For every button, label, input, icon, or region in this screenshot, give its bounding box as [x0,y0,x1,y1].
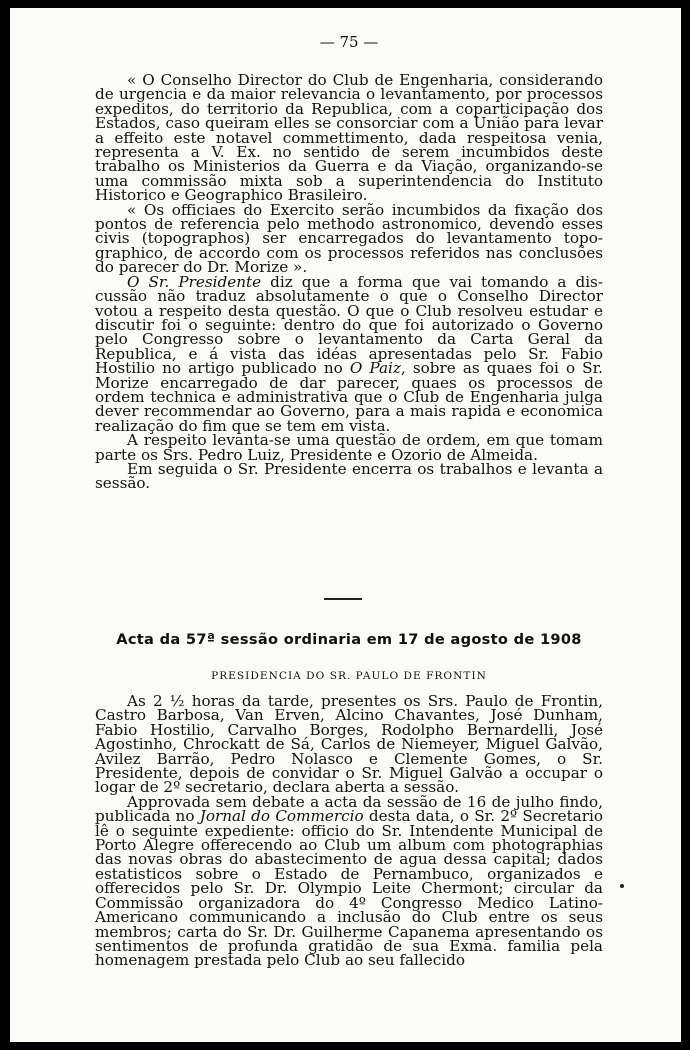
document-page [10,8,681,1042]
jornal-label: Jornal do Commercio [199,807,364,826]
presidente-text: diz que a forma que vai tomando a discussão não traduz absolutamente o que o Conselho Director votou a respeito desta questão. O que o Club resolveu estudar e discutir foi o seguinte: dentro do que foi autorizado o Governo pelo Congresso sobre o levantamento da Carta Geral da Republica, e á vista das idéas apresentadas pelo Sr. Fabio Hostilio no artigo publicado no [95,272,603,378]
paragraph-acta [95,792,603,970]
paragraph-questao-ordem: A respeito levanta-se uma questão de ordem, em que tomam parte os Srs. Pedro Luiz, Presidente e Ozorio de Almeida. [95,431,603,464]
paragraph-encerramento: Em seguida o Sr. Presidente encerra os trabalhos e levanta a sessão. [95,459,603,493]
section-subheading: PRESIDENCIA DO SR. PAULO DE FRONTIN [211,670,487,682]
paragraph-officiaes: « Os officiaes do Exercito serão incumbidos da fixação dos pontos de referencia pelo methodo astronomico, devendo esses civis (topographos) ser encarregados do levantamento topographico, de accordo com os processos referidos nas conclusões do parecer do Dr. Morize ». [95,200,603,277]
session-text-continued [95,73,603,491]
paragraph-conselho: « O Conselho Director do Club de Engenharia, considerando de urgencia e da maior relevancia o levantamento, por processos expeditos, do territorio da Republica, com a coparticipação dos Estados, caso queiram elles se consorciar com a União para levar a effeito este notavel commettimento, dada respeitosa venia, representa a V. Ex. no sentido de serem incumbidos deste trabalho os Ministerios da Guerra e da Viação, organizando-se uma commissão mixta sob a superintendencia do Instituto Historico e Geographico Brasileiro. [95,71,603,205]
section-heading: Acta da 57ª sessão ordinaria em 17 de agosto de 1908 [116,631,582,648]
acta-text-start: Approvada sem debate a acta da sessão de 16 de julho findo, publicada no [95,792,603,826]
acta-text-rest: desta data, o Sr. 2º Secretario lê o seguinte expediente: officio do Sr. Intendente Municipal de Porto Alegre offerecendo ao Club um album com photographias das novas obras do abastecimento de agua dessa capital; dados estatisticos sobre o Estado de Pernambuco, organizados e offerecidos pelo Sr. Dr. Olympio Leite Chermont; circular da Commissão organizadora do 4º Congresso Medico Latino-Americano communicando a inclusão do Club entre os seus membros; carta do Sr. Dr. Guilherme Capanema apresentando os sentimentos de profunda gratidão de sua Exma. familia pela homenagem prestada pelo Club ao seu fallecido [95,807,603,970]
presidente-text-end: , sobre as quaes foi o Sr. Morize encarregado de dar parecer, quaes os processos de ordem technica e administrativa que o Club de Engenharia julga dever recommendar ao Governo, para a mais rapida e economica realização do fim que se tem em vista. [95,359,604,435]
paragraph-attendance: As 2 ½ horas da tarde, presentes os Srs. Paulo de Frontin, Castro Barbosa, Van Erven, Alcino Chavantes, José Dunham, Fabio Hostilio, Carvalho Borges, Rodolpho Bernardelli, José Agostinho, Chrockatt de Sá, Carlos de Niemeyer, Miguel Galvão, Avilez Barrão, Pedro Nolasco e Clemente Gomes, o Sr. Presidente, depois de convidar o Sr. Miguel Galvão a occupar o logar de 2º secretario, declara aberta a sessão. [95,692,603,797]
page-number: — 75 — [319,33,379,51]
o-paiz-label: O Paiz [349,359,401,378]
presidente-label: O Sr. Presidente [127,272,262,291]
paragraph-presidente [95,272,604,435]
section-divider [324,598,362,600]
ink-speck [620,884,624,888]
acta-57-text [95,694,603,968]
